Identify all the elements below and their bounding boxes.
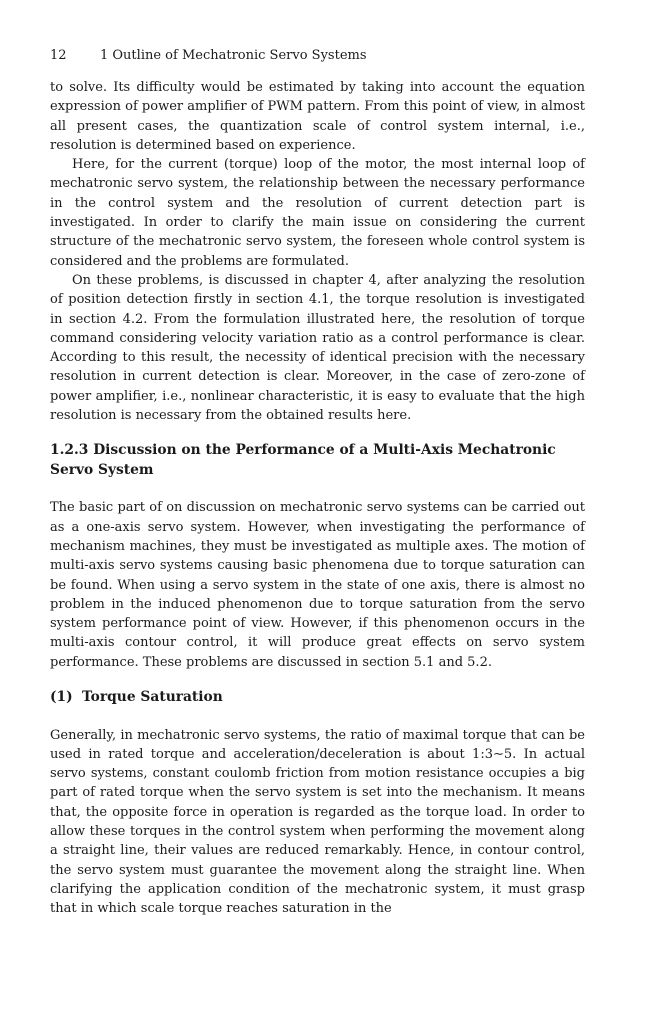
subsection-heading [50, 688, 585, 708]
paragraph-current-loop: Here, for the current (torque) loop of the motor, the most internal loop of mechatronic servo system, the relationship between the necessary performance in the control system and the resolution of current detection part is investigated. In order to clarify the main issue on considering the current structure of the mechatronic servo system, the foreseen whole control system is considered and the problems are formulated. [50, 157, 585, 269]
book-page [50, 46, 585, 918]
chapter-title: 1 Outline of Mechatronic Servo Systems [100, 48, 367, 63]
page-number: 12 [50, 48, 67, 63]
paragraph-chapter4: On these problems, is discussed in chapter 4, after analyzing the resolution of position detection firstly in section 4.1, the torque resolution is investigated in section 4.2. From the formulation illustrated here, the resolution of torque command considering velocity variation ratio as a control performance is clear. According to this result, the necessity of identical precision with the necessary resolution in current detection is clear. Moreover, in the case of zero-zone of power amplifier, i.e., nonlinear characteristic, it is easy to evaluate that the high resolution is necessary from the obtained results here. [50, 272, 585, 424]
subsection-number: (1) [50, 689, 73, 706]
running-head [50, 46, 585, 66]
section-heading: 1.2.3 Discussion on the Performance of a Multi-Axis Mechatronic Servo System [50, 442, 556, 478]
paragraph-continuation: to solve. Its difficulty would be estimated by taking into account the equation expression of power amplifier of PWM pattern. From this point of view, in almost all present cases, the quantization scale of control system internal, i.e., resolution is determined based on experience. [50, 80, 585, 153]
paragraph-multi-axis: The basic part of on discussion on mechatronic servo systems can be carried out as a one-axis servo system. However, when investigating the performance of mechanism machines, they must be investigated as multiple axes. The motion of multi-axis servo systems causing basic phenomena due to torque saturation can be found. When using a servo system in the state of one axis, there is almost no problem in the induced phenomenon due to torque saturation from the servo system performance point of view. However, if this phenomenon occurs in the multi-axis contour control, it will produce great effects on servo system performance. These problems are discussed in section 5.1 and 5.2. [50, 500, 585, 670]
paragraph-torque-saturation: Generally, in mechatronic servo systems, the ratio of maximal torque that can be used in rated torque and acceleration/deceleration is about 1:3∼5. In actual servo systems, constant coulomb friction from motion resistance occupies a big part of rated torque when the servo system is set into the mechanism. It means that, the opposite force in operation is regarded as the torque load. In order to allow these torques in the control system when performing the movement along a straight line, their values are reduced remarkably. Hence, in contour control, the servo system must guarantee the movement along the straight line. When clarifying the application condition of the mechatronic system, it must grasp that in which scale torque reaches saturation in the [50, 727, 585, 917]
subsection-title: Torque Saturation [82, 689, 223, 706]
